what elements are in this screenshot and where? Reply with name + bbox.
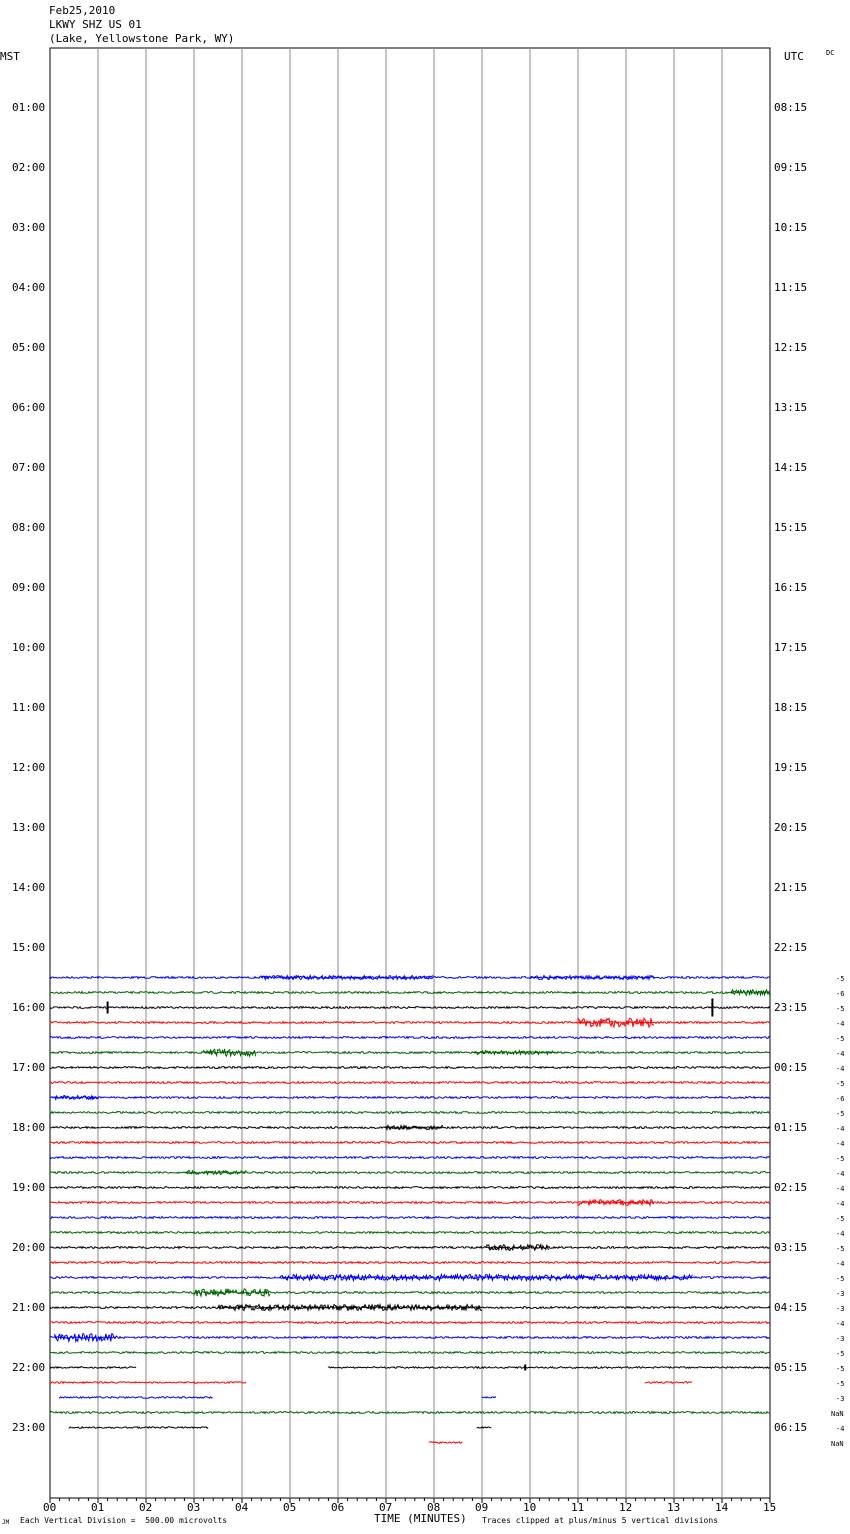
hour-label-left: 18:00	[12, 1120, 46, 1134]
x-tick-label: 09	[475, 1501, 489, 1514]
trace-scale-label: -4	[836, 1199, 845, 1208]
x-tick-label: 03	[187, 1501, 201, 1514]
seismic-trace	[50, 1157, 770, 1159]
trace-scale-label: -5	[836, 1004, 845, 1013]
x-axis-title: TIME (MINUTES)	[374, 1512, 467, 1525]
trace-scale-label: -4	[836, 1064, 845, 1073]
corner-mark: JM	[2, 1519, 10, 1526]
hour-label-right: 00:15	[774, 1060, 808, 1074]
hour-label-left: 05:00	[12, 340, 46, 354]
seismic-trace	[50, 1217, 770, 1219]
seismic-trace-segment	[477, 1427, 491, 1428]
hour-label-left: 16:00	[12, 1000, 46, 1014]
hour-label-right: 08:15	[774, 100, 808, 114]
trace-scale-label: -5	[836, 1364, 845, 1373]
trace-scale-label: -3	[836, 1334, 845, 1343]
trace-scale-label: -4	[836, 1169, 845, 1178]
x-tick-label: 01	[91, 1501, 105, 1514]
x-tick-label: 05	[283, 1501, 297, 1514]
x-tick-label: 15	[763, 1501, 777, 1514]
hour-label-right: 01:15	[774, 1120, 808, 1134]
x-tick-label: 02	[139, 1501, 153, 1514]
trace-scale-label: -4	[836, 1139, 845, 1148]
x-tick-label: 13	[667, 1501, 681, 1514]
trace-scale-label: NaN	[831, 1409, 844, 1418]
trace-scale-label: -4	[836, 1259, 845, 1268]
trace-scale-label: -5	[836, 1079, 845, 1088]
seismic-trace-segment	[50, 1382, 246, 1384]
x-tick-label: 14	[715, 1501, 729, 1514]
hour-label-left: 23:00	[12, 1420, 46, 1434]
hour-label-right: 02:15	[774, 1180, 808, 1194]
trace-scale-label: -5	[836, 1214, 845, 1223]
hour-label-right: 22:15	[774, 940, 808, 954]
seismic-trace	[50, 1412, 770, 1414]
division-note: Each Vertical Division = 500.00 microvolts	[20, 1516, 228, 1525]
x-tick-label: 10	[523, 1501, 537, 1514]
hour-label-right: 10:15	[774, 220, 808, 234]
hour-label-right: 11:15	[774, 280, 808, 294]
x-tick-label: 00	[43, 1501, 57, 1514]
hour-label-left: 02:00	[12, 160, 46, 174]
hour-label-left: 15:00	[12, 940, 46, 954]
hour-label-left: 14:00	[12, 880, 46, 894]
seismic-trace	[50, 1322, 770, 1324]
hour-label-left: 09:00	[12, 580, 46, 594]
left-timezone-label: MST	[0, 50, 20, 63]
trace-scale-label: -5	[836, 1379, 845, 1388]
seismic-trace-segment	[50, 1367, 136, 1369]
plot-frame	[50, 48, 770, 1498]
hour-label-right: 23:15	[774, 1000, 808, 1014]
x-tick-label: 08	[427, 1501, 441, 1514]
hour-label-left: 17:00	[12, 1060, 46, 1074]
seismic-trace-segment	[328, 1367, 769, 1369]
trace-scale-label: -4	[836, 1124, 845, 1133]
seismic-trace	[50, 1262, 770, 1264]
hour-label-right: 18:15	[774, 700, 808, 714]
trace-scale-label: -5	[836, 1154, 845, 1163]
hour-label-left: 10:00	[12, 640, 46, 654]
hour-label-right: 19:15	[774, 760, 808, 774]
hour-label-left: 21:00	[12, 1300, 46, 1314]
trace-scale-label: -6	[836, 1094, 845, 1103]
x-tick-label: 11	[571, 1501, 585, 1514]
trace-scale-label: -5	[836, 1109, 845, 1118]
seismic-trace	[50, 1352, 770, 1354]
seismic-burst	[732, 990, 770, 996]
seismic-trace	[50, 1067, 770, 1069]
seismic-trace	[50, 1052, 770, 1054]
dc-label: DC	[826, 49, 835, 57]
hour-label-right: 17:15	[774, 640, 808, 654]
hour-label-right: 12:15	[774, 340, 808, 354]
hour-label-left: 20:00	[12, 1240, 46, 1254]
trace-scale-label: -4	[836, 1049, 845, 1058]
seismic-trace	[50, 1172, 770, 1174]
trace-scale-label: -4	[836, 1184, 845, 1193]
trace-scale-label: -5	[836, 974, 845, 983]
seismic-trace-segment	[60, 1397, 213, 1399]
trace-scale-label: -5	[836, 1274, 845, 1283]
x-tick-label: 07	[379, 1501, 393, 1514]
seismic-trace	[50, 1142, 770, 1144]
hour-label-right: 03:15	[774, 1240, 808, 1254]
trace-scale-label: -3	[836, 1304, 845, 1313]
hour-label-left: 12:00	[12, 760, 46, 774]
hour-label-left: 04:00	[12, 280, 46, 294]
hour-label-left: 07:00	[12, 460, 46, 474]
trace-scale-label: -5	[836, 1244, 845, 1253]
seismic-trace-segment	[645, 1382, 692, 1384]
seismic-trace	[50, 1097, 770, 1099]
seismic-trace	[50, 1292, 770, 1294]
hour-label-right: 16:15	[774, 580, 808, 594]
trace-scale-label: -3	[836, 1289, 845, 1298]
trace-scale-label: -4	[836, 1019, 845, 1028]
hour-label-right: 05:15	[774, 1360, 808, 1374]
seismic-trace	[50, 1247, 770, 1249]
x-tick-label: 06	[331, 1501, 345, 1514]
hour-label-left: 06:00	[12, 400, 46, 414]
hour-label-left: 01:00	[12, 100, 46, 114]
trace-scale-label: -3	[836, 1394, 845, 1403]
trace-scale-label: -5	[836, 1349, 845, 1358]
seismic-trace	[50, 1337, 770, 1339]
hour-label-left: 22:00	[12, 1360, 46, 1374]
seismic-trace	[50, 1022, 770, 1024]
seismic-burst	[578, 1200, 654, 1206]
seismic-trace-segment	[482, 1397, 496, 1398]
seismic-burst	[261, 976, 433, 980]
seismic-trace	[50, 1112, 770, 1114]
hour-label-right: 13:15	[774, 400, 808, 414]
chart-location: (Lake, Yellowstone Park, WY)	[49, 32, 235, 45]
trace-scale-label: -6	[836, 989, 845, 998]
seismic-burst	[194, 1289, 270, 1297]
trace-scale-label: -4	[836, 1319, 845, 1328]
hour-label-left: 11:00	[12, 700, 46, 714]
hour-label-right: 15:15	[774, 520, 808, 534]
trace-scale-label: -4	[836, 1229, 845, 1238]
right-timezone-label: UTC	[784, 50, 804, 63]
trace-scale-label: NaN	[831, 1439, 844, 1448]
hour-label-right: 09:15	[774, 160, 808, 174]
hour-label-left: 19:00	[12, 1180, 46, 1194]
chart-station: LKWY SHZ US 01	[49, 18, 142, 31]
seismic-trace	[50, 1232, 770, 1234]
hour-label-right: 14:15	[774, 460, 808, 474]
seismic-trace	[50, 1187, 770, 1189]
x-tick-label: 12	[619, 1501, 633, 1514]
trace-scale-label: -5	[836, 1034, 845, 1043]
chart-date: Feb25,2010	[49, 4, 116, 17]
seismic-trace	[50, 992, 770, 994]
hour-label-left: 08:00	[12, 520, 46, 534]
seismic-trace-segment	[69, 1427, 208, 1429]
hour-label-left: 03:00	[12, 220, 46, 234]
seismic-trace	[50, 1082, 770, 1084]
hour-label-right: 20:15	[774, 820, 808, 834]
hour-label-right: 06:15	[774, 1420, 808, 1434]
seismic-trace-segment	[429, 1442, 462, 1444]
seismic-burst	[218, 1305, 482, 1311]
hour-label-right: 21:15	[774, 880, 808, 894]
seismic-trace	[50, 1037, 770, 1039]
clip-note: Traces clipped at plus/minus 5 vertical divisions	[482, 1516, 719, 1525]
trace-scale-label: -4	[836, 1424, 845, 1433]
hour-label-left: 13:00	[12, 820, 46, 834]
seismic-trace	[50, 1007, 770, 1009]
seismic-trace	[50, 1202, 770, 1204]
hour-label-right: 04:15	[774, 1300, 808, 1314]
x-tick-label: 04	[235, 1501, 249, 1514]
